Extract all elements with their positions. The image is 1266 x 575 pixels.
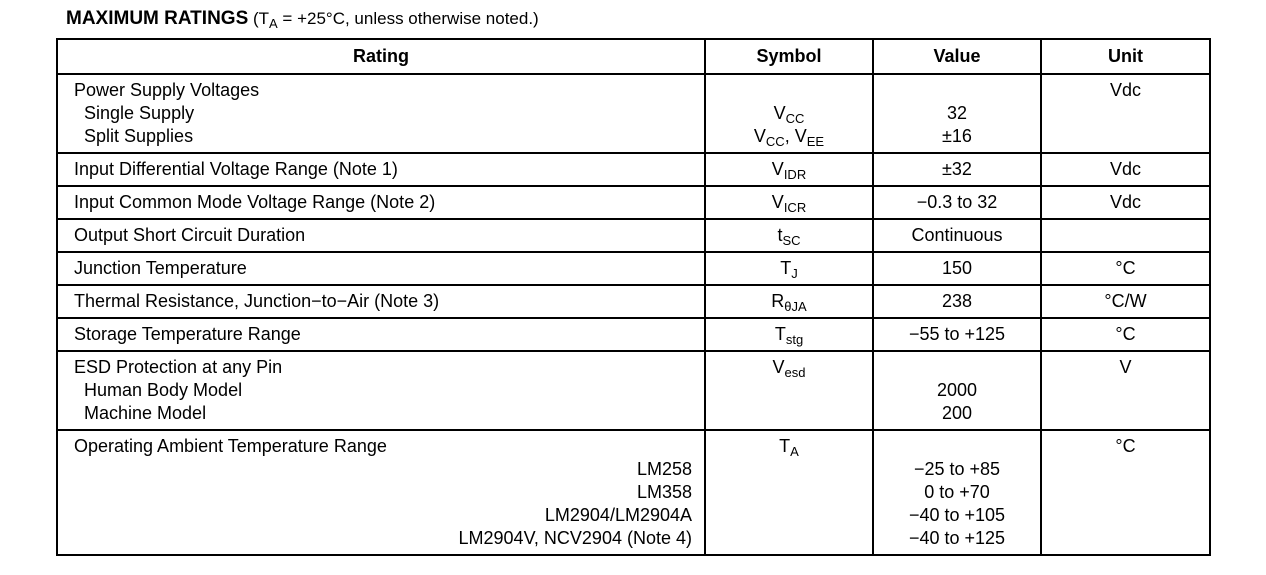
- table-row: [57, 153, 1210, 186]
- symbol-cell: [705, 430, 873, 555]
- unit: Vdc: [1109, 80, 1142, 100]
- value-cell: [873, 252, 1041, 285]
- unit-cell: [1041, 252, 1210, 285]
- rating-cell: [57, 351, 705, 430]
- value-cell: [873, 219, 1041, 252]
- value: −55 to +125: [908, 324, 1006, 344]
- value: 200: [941, 403, 973, 423]
- rating-cell: [57, 186, 705, 219]
- header-symbol: Symbol: [705, 39, 873, 74]
- symbol-cell: [705, 186, 873, 219]
- rating-cell: [57, 74, 705, 153]
- rating-cell: [57, 153, 705, 186]
- unit-cell: [1041, 430, 1210, 555]
- rating-cell: [57, 285, 705, 318]
- symbol-cell: [705, 252, 873, 285]
- rating-sublabel: Machine Model: [84, 403, 207, 423]
- symbol: $T_J$: [780, 258, 798, 281]
- symbol: $V_{CC}$: [773, 103, 805, 126]
- symbol-cell: [705, 351, 873, 430]
- table-row: [57, 351, 1210, 430]
- symbol: $t_{SC}$: [777, 225, 801, 248]
- symbol: $T_{stg}$: [774, 324, 804, 347]
- section-title: [66, 8, 539, 30]
- part-number: LM2904V, NCV2904 (Note 4): [458, 528, 692, 548]
- unit-cell: [1041, 351, 1210, 430]
- unit: Vdc: [1109, 192, 1142, 212]
- value-cell: [873, 318, 1041, 351]
- rating-label: Power Supply Voltages: [74, 80, 260, 100]
- table-row: [57, 186, 1210, 219]
- unit-cell: [1041, 219, 1210, 252]
- value-cell: [873, 285, 1041, 318]
- part-number: LM258: [636, 459, 692, 479]
- symbol-cell: [705, 285, 873, 318]
- unit-cell: [1041, 318, 1210, 351]
- value-cell: [873, 74, 1041, 153]
- rating-sublabel: Single Supply: [84, 103, 195, 123]
- rating-sublabel: Human Body Model: [84, 380, 243, 400]
- symbol: $V_{CC}$, $V_{EE}$: [753, 126, 825, 149]
- rating-label: ESD Protection at any Pin: [74, 357, 283, 377]
- value: ±16: [942, 126, 972, 146]
- symbol-cell: [705, 219, 873, 252]
- symbol: $V_{IDR}$: [771, 159, 807, 182]
- value-cell: [873, 153, 1041, 186]
- condition-open: (T: [252, 9, 270, 28]
- rating-label: Junction Temperature: [74, 258, 247, 278]
- value: Continuous: [911, 225, 1003, 245]
- value: 0 to +70: [924, 482, 990, 502]
- value: ±32: [942, 159, 972, 179]
- symbol: $V_{ICR}$: [771, 192, 807, 215]
- rating-cell: [57, 219, 705, 252]
- unit: °C: [1115, 436, 1136, 456]
- condition-rest: = +25°C, unless otherwise noted.): [277, 9, 539, 28]
- unit: °C: [1115, 258, 1136, 278]
- symbol-cell: [705, 318, 873, 351]
- value-cell: [873, 351, 1041, 430]
- value: 150: [941, 258, 973, 278]
- value-cell: [873, 430, 1041, 555]
- header-value: Value: [873, 39, 1041, 74]
- unit-cell: [1041, 74, 1210, 153]
- rating-label: Operating Ambient Temperature Range: [74, 436, 387, 456]
- rating-label: Output Short Circuit Duration: [74, 225, 306, 245]
- section-title-main: MAXIMUM RATINGS: [66, 8, 249, 29]
- unit: V: [1119, 357, 1132, 377]
- value: 32: [946, 103, 968, 123]
- header-rating: Rating: [57, 39, 705, 74]
- rating-label: Thermal Resistance, Junction−to−Air (Note 3): [74, 291, 440, 311]
- symbol: $R_{\theta JA}$: [771, 291, 807, 314]
- value: −25 to +85: [913, 459, 1001, 479]
- unit: °C/W: [1104, 291, 1147, 311]
- unit: Vdc: [1109, 159, 1142, 179]
- rating-label: Input Differential Voltage Range (Note 1): [74, 159, 398, 179]
- value: −40 to +125: [908, 528, 1006, 548]
- table-row: [57, 430, 1210, 555]
- table-row: [57, 252, 1210, 285]
- unit-cell: [1041, 153, 1210, 186]
- value: −40 to +105: [908, 505, 1006, 525]
- rating-sublabel: Split Supplies: [84, 126, 194, 146]
- symbol: $T_A$: [779, 436, 799, 459]
- symbol-cell: [705, 153, 873, 186]
- part-number: LM2904/LM2904A: [544, 505, 692, 525]
- value: 238: [941, 291, 973, 311]
- value: −0.3 to 32: [916, 192, 998, 212]
- part-number: LM358: [636, 482, 692, 502]
- header-unit: Unit: [1041, 39, 1210, 74]
- rating-label: Storage Temperature Range: [74, 324, 301, 344]
- rating-cell: [57, 318, 705, 351]
- unit-cell: [1041, 285, 1210, 318]
- table-header-row: [57, 39, 1210, 74]
- rating-cell: [57, 252, 705, 285]
- value: 2000: [936, 380, 978, 400]
- maximum-ratings-table: [56, 38, 1211, 556]
- symbol-cell: [705, 74, 873, 153]
- condition-sub: A: [269, 16, 278, 31]
- symbol: $V_{esd}$: [772, 357, 806, 380]
- rating-label: Input Common Mode Voltage Range (Note 2): [74, 192, 436, 212]
- unit: °C: [1115, 324, 1136, 344]
- unit-cell: [1041, 186, 1210, 219]
- value-cell: [873, 186, 1041, 219]
- table-row: [57, 285, 1210, 318]
- section-title-condition: [252, 9, 539, 31]
- rating-cell: [57, 430, 705, 555]
- table-row: [57, 219, 1210, 252]
- table-row: [57, 318, 1210, 351]
- table-row: [57, 74, 1210, 153]
